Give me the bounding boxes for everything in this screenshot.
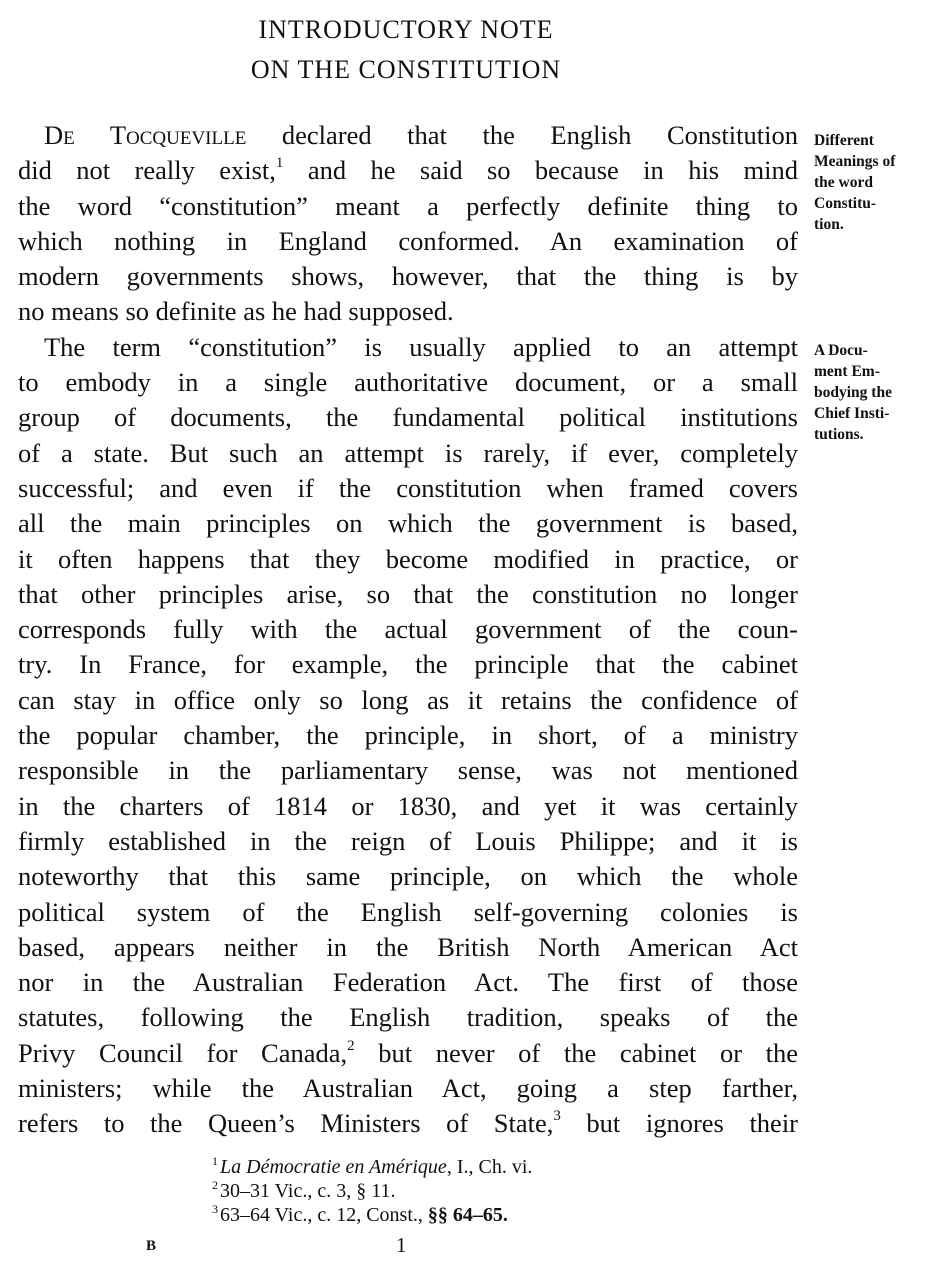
paragraph-line: group of documents, the fundamental political institutions — [18, 402, 798, 433]
footnote: $^1$ La Démocratie en Amérique, I., Ch. vi. — [212, 1154, 533, 1178]
footnote-ref: 1 — [275, 155, 284, 172]
paragraph-line: try. In France, for example, the principle that the cabinet — [18, 649, 798, 680]
page-title: INTRODUCTORY NOTE — [258, 15, 554, 44]
footnote-ref: 3 — [553, 1108, 561, 1125]
signature-mark: B — [146, 1238, 157, 1254]
paragraph-line: responsible in the parliamentary sense, was not mentioned — [18, 755, 798, 786]
footnote: $^2$ 30–31 Vic., c. 3, § 11. — [212, 1178, 396, 1202]
paragraph-line: that other principles arise, so that the constitution no longer — [18, 578, 798, 609]
paragraph-line: noteworthy that this same principle, on which the whole — [18, 861, 798, 892]
footnotes — [212, 1155, 532, 1227]
paragraph-line: refers to the Queen’s Ministers of State,$^3$ but ignores their — [18, 1108, 799, 1139]
paragraph-line: in the charters of 1814 or 1830, and yet it was certainly — [18, 790, 798, 821]
paragraph-line: The term “constitution” is usually applied to an attempt — [44, 331, 798, 362]
margin-note-document: A Docu- ment Em- bodying the Chief Insti- tutions. — [814, 342, 892, 443]
paragraph-line: it often happens that they become modified in practice, or — [18, 543, 798, 574]
paragraph-line: no means so definite as he had supposed. — [18, 296, 454, 327]
paragraph-line: Privy Council for Canada,$^2$ but never of the cabinet or the — [18, 1037, 798, 1068]
page-number: 1 — [396, 1233, 407, 1257]
paragraph-line: based, appears neither in the British North American Act — [18, 931, 798, 962]
paragraph-line: the word “constitution” meant a perfectly definite thing to — [18, 190, 798, 221]
paragraph-line: all the main principles on which the government is based, — [18, 508, 798, 539]
paragraph-line: statutes, following the English tradition, speaks of the — [18, 1002, 798, 1033]
paragraph-line: ministers; while the Australian Act, going a step farther, — [18, 1073, 798, 1104]
paragraph-line: to embody in a single authoritative document, or a small — [18, 367, 798, 398]
margin-note-meanings: Different Meanings of the word Constitu- tion. — [814, 132, 896, 233]
paragraph-line: firmly established in the reign of Louis Philippe; and it is — [18, 825, 798, 856]
paragraph-line: political system of the English self-governing colonies is — [18, 896, 798, 927]
paragraph-line: can stay in office only so long as it retains the confidence of — [18, 684, 798, 715]
paragraph-line: which nothing in England conformed. An examination of — [18, 225, 798, 256]
footnote-ref: 2 — [347, 1037, 355, 1054]
paragraph-line: modern governments shows, however, that the thing is by — [18, 261, 798, 292]
paragraph-line: of a state. But such an attempt is rarely, if ever, completely — [18, 437, 798, 468]
paragraph-line: nor in the Australian Federation Act. The first of those — [18, 967, 798, 998]
footnote: $^3$ 63–64 Vic., c. 12, Const., §§ 64–65. — [212, 1202, 508, 1226]
body-text — [18, 118, 798, 1142]
paragraph-line: successful; and even if the constitution when framed covers — [18, 472, 798, 503]
page-subtitle: ON THE CONSTITUTION — [250, 55, 562, 84]
paragraph-line: corresponds fully with the actual government of the coun- — [18, 614, 798, 645]
author-name: De Tocqueville — [44, 120, 247, 150]
paragraph-line: De Tocqueville declared that the English Constitution — [44, 120, 799, 150]
paragraph-line: the popular chamber, the principle, in short, of a ministry — [18, 720, 798, 751]
paragraph-line: did not really exist,$^1$ and he said so because in his mind — [18, 155, 798, 186]
